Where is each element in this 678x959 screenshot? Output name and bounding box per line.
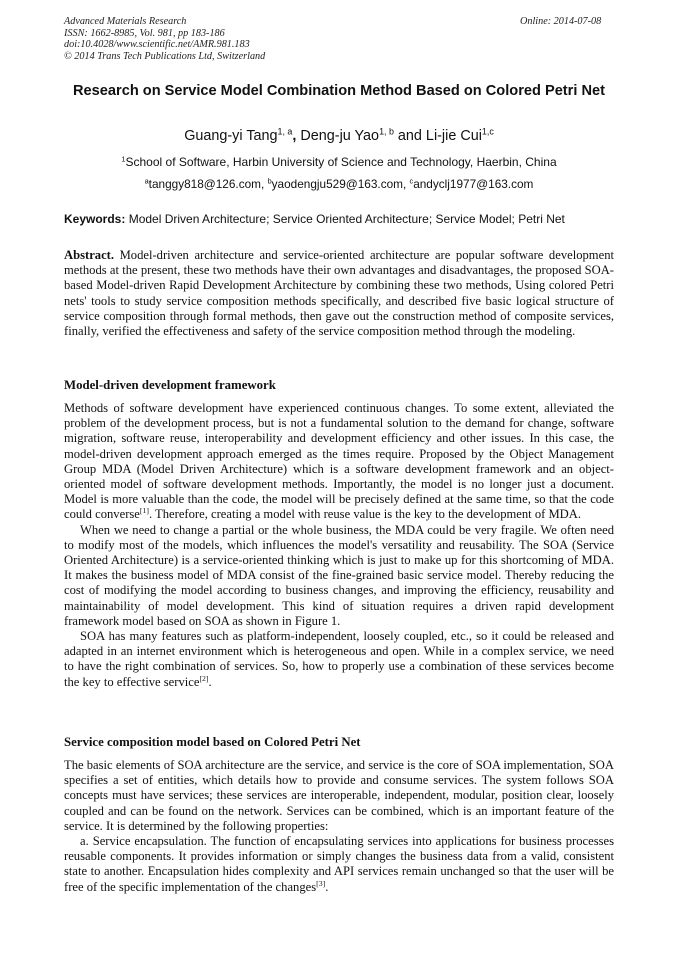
email-c: andyclj1977@163.com [413,177,534,191]
abstract-label: Abstract. [64,248,115,262]
section-body [64,401,614,690]
author-separator: , [292,128,297,144]
email-b: yaodengju529@163.com, [271,177,410,191]
affiliation [62,155,616,169]
keywords-text: Model Driven Architecture; Service Oriented Architecture; Service Model; Petri Net [125,212,565,226]
abstract-text: Model-driven architecture and service-oriented architecture are popular software development methods at the present, these two methods have their own advantages and disadvantages, the proposed SOA-based Model-driven Rapid Development Architecture by combining these two methods, Using colored Petri nets' tools to study service composition methods specifically, and described five basic logical structure of service composition through formal methods, then gave out the construction method of composite services, finally, verified the effectiveness and safety of the service composition method through the modeling. [64,248,614,339]
author-name: Li-jie Cui [421,128,482,144]
email-a: tanggy818@126.com, [148,177,268,191]
issn-line: ISSN: 1662-8985, Vol. 981, pp 183-186 [64,27,225,39]
journal-name: Advanced Materials Research [64,16,187,27]
paragraph-text: SOA has many features such as platform-independent, loosely coupled, etc., so it could be released and adapted in an internet environment which is heterogeneous and open. While in a complex service, we need to have the right combination of services. So, how to properly use a combination of these services become the key to effective service [64,629,614,689]
author-name: Deng-ju Yao [296,128,380,144]
author-emails [62,177,616,191]
affiliation-text: School of Software, Harbin University of Science and Technology, Haerbin, China [125,155,557,169]
paragraph: When we need to change a partial or the whole business, the MDA could be very fragile. We often need to modify most of the models, which influences the model's versatility and reusability. The SOA (Service Oriented Architecture) is a service-oriented thinking which is just to make up for this shortcoming of MDA. It makes the business model of MDA consist of the fine-grained basic service model. Thereby reducing the cost of modifying the model according to business changes, and improving the efficiency, reusability and maintainability of model development. This kind of situation requires a driven rapid development framework model based on SOA as shown in Figure 1. [64,522,614,628]
author-separator: and [393,128,422,144]
citation-ref: [1] [139,506,149,516]
abstract-paragraph [64,248,614,339]
citation-ref: [3] [316,878,326,888]
author-affil-sup: 1, a [277,126,293,137]
paragraph [64,834,614,895]
author-affil-sup: 1,c [481,126,494,137]
email-sup: a [144,176,149,186]
online-date: Online: 2014-07-08 [520,16,602,27]
section-heading: Service composition model based on Colored Petri Net [64,735,361,749]
paragraph-text: a. Service encapsulation. The function of encapsulating services into applications for business processes reusable components. It provides information or simply changes the business data from a valid, consistent state to another. Encapsulation hides complexity and API services remain unchanged so that the user will be free of the specific implementation of the changes [64,834,614,894]
paragraph-text: Methods of software development have experienced continuous changes. To some extent, alleviated the problem of the development process, but is not a fundamental solution to the demand for change, software migration, software reuse, interoperability and development efficiency and other issues. In this case, the model-driven development approach emerged as the times require. Proposed by the Object Management Group MDA (Model Driven Architecture) which is a software development framework and an object-oriented model of software development methods. Importantly, the model is no longer just a document. Model is more valuable than the code, the model will be precisely defined at the same time, so that the code could converse [64,401,614,522]
abstract [64,248,614,339]
paragraph [64,401,614,523]
author-list [62,128,616,144]
paper-title: Research on Service Model Combination Method Based on Colored Petri Net [73,83,605,99]
keywords [64,212,616,226]
affiliation-sup: 1 [121,154,126,164]
paragraph-text: . [325,879,329,894]
keywords-label: Keywords: [64,212,126,226]
copyright-line: © 2014 Trans Tech Publications Ltd, Switzerland [64,50,266,62]
email-sup: b [267,176,272,186]
doi-line: doi:10.4028/www.scientific.net/AMR.981.183 [64,39,250,51]
author-name: Guang-yi Tang [184,128,278,144]
citation-ref: [2] [199,673,209,683]
paragraph [64,629,614,690]
author-affil-sup: 1, b [379,126,394,137]
email-sup: c [409,176,414,186]
paragraph-text: . Therefore, creating a model with reuse value is the key to the development of MDA. [148,507,581,522]
section-heading: Model-driven development framework [64,378,276,392]
paragraph-text: . [208,674,212,689]
running-header [64,16,265,62]
paragraph: The basic elements of SOA architecture are the service, and service is the core of SOA implementation, SOA specifies a set of entities, which details how to provide and consume services. The system follows SOA concepts must have services; these services are interoperable, independent, modular, position clear, loosely coupled and can be found on the network. Services can be combined, which is an important feature of the service. It is determined by the following properties: [64,758,614,833]
section-body [64,758,614,895]
